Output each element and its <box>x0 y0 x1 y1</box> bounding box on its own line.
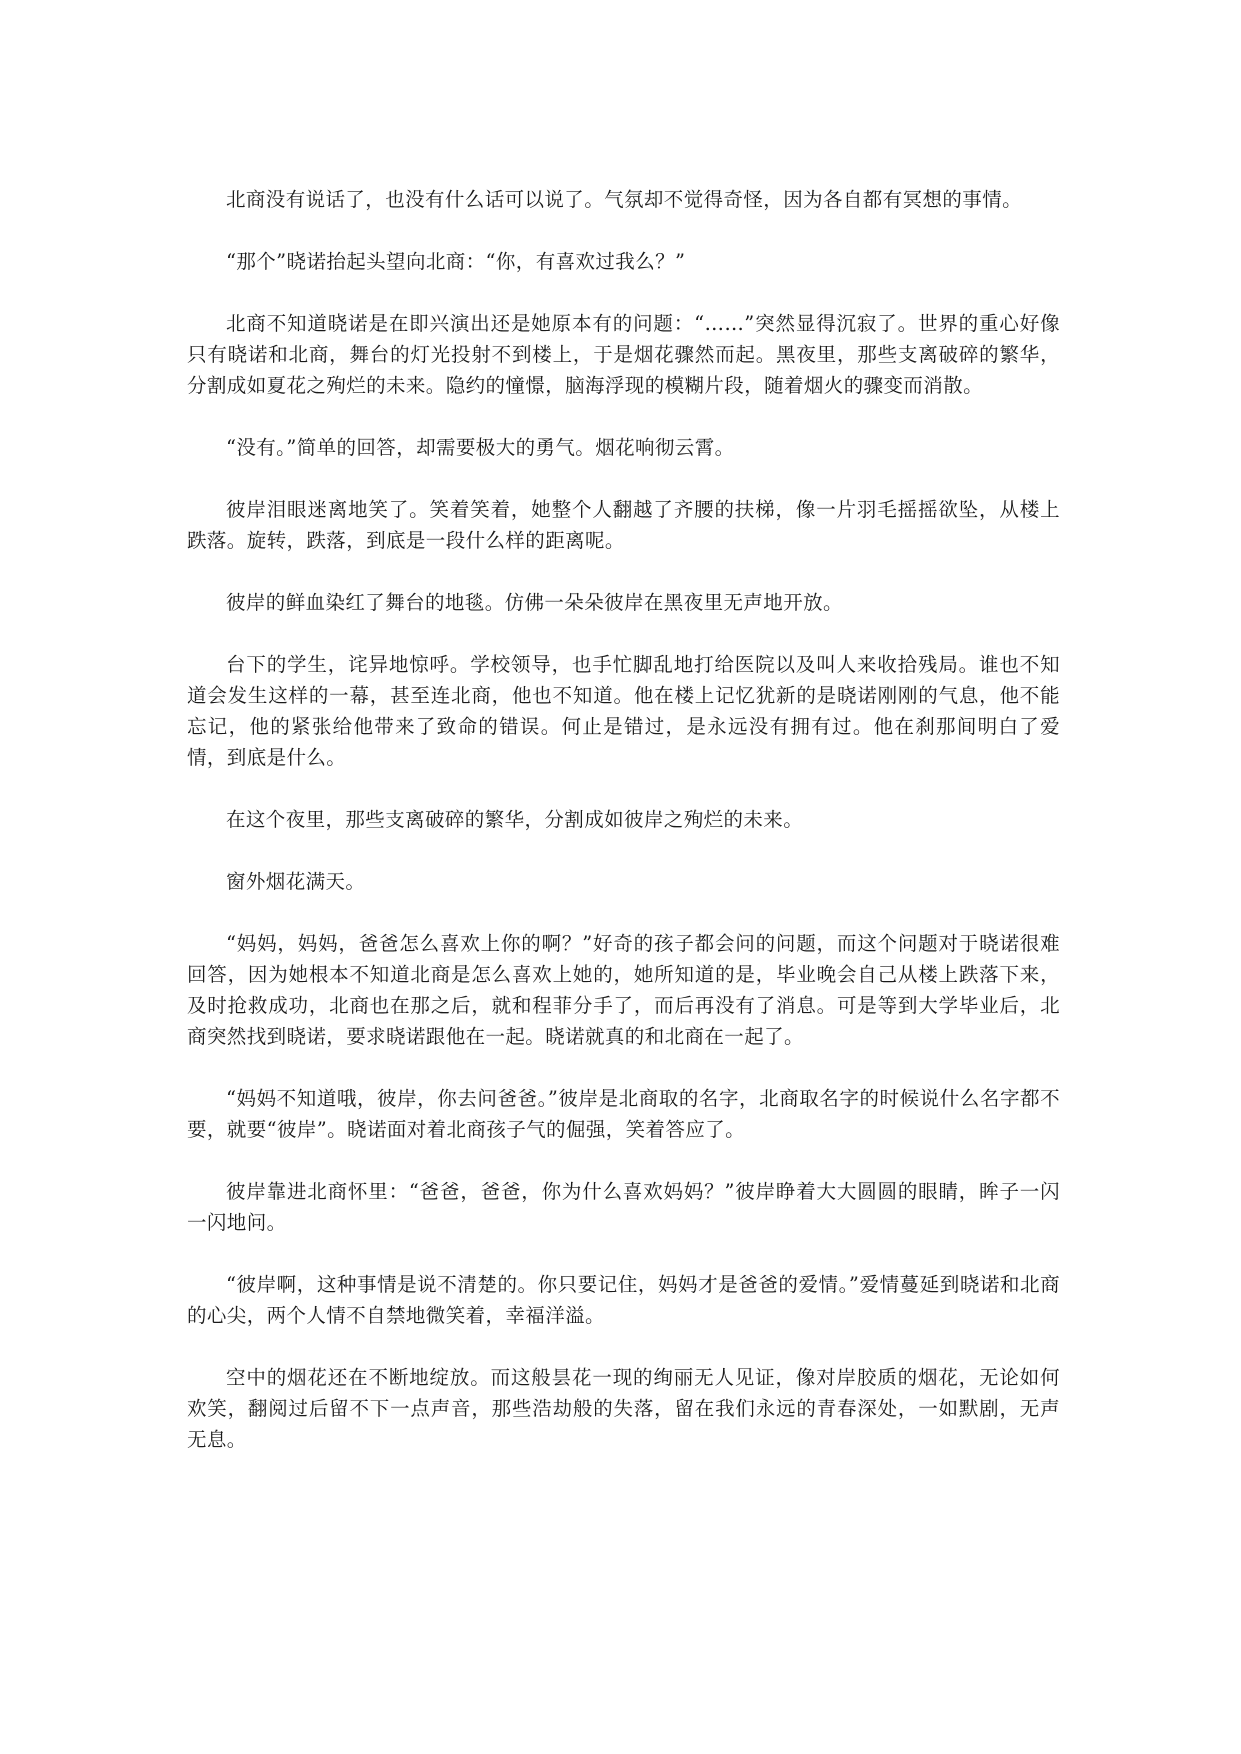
paragraph-8: 在这个夜里，那些支离破碎的繁华，分割成如彼岸之殉烂的未来。 <box>226 808 804 831</box>
paragraph-1: 北商没有说话了，也没有什么话可以说了。气氛却不觉得奇怪，因为各自都有冥想的事情。 <box>226 188 1023 211</box>
paragraph-10: “妈妈，妈妈，爸爸怎么喜欢上你的啊？”好奇的孩子都会问的问题，而这个问题对于晓诺很难回答，因为她根本不知道北商是怎么喜欢上她的，她所知道的是，毕业晚会自己从楼上跌落下来，及时抢救成功，北商也在那之后，就和程菲分手了，而后再没有了消息。可是等到大学毕业后，北商突然找到晓诺，要求晓诺跟他在一起。晓诺就真的和北商在一起了。 <box>187 932 1060 1048</box>
paragraph-12: 彼岸靠进北商怀里：“爸爸，爸爸，你为什么喜欢妈妈？”彼岸睁着大大圆圆的眼睛，眸子一闪一闪地问。 <box>187 1180 1060 1234</box>
paragraph-6: 彼岸的鲜血染红了舞台的地毯。仿佛一朵朵彼岸在黑夜里无声地开放。 <box>226 591 843 614</box>
paragraph-11: “妈妈不知道哦，彼岸，你去问爸爸。”彼岸是北商取的名字，北商取名字的时候说什么名字都不要，就要“彼岸”。晓诺面对着北商孩子气的倔强，笑着答应了。 <box>187 1087 1060 1141</box>
story-text <box>187 184 1060 1486</box>
paragraph-7: 台下的学生，诧异地惊呼。学校领导，也手忙脚乱地打给医院以及叫人来收拾残局。谁也不知道会发生这样的一幕，甚至连北商，他也不知道。他在楼上记忆犹新的是晓诺刚刚的气息，他不能忘记，他的紧张给他带来了致命的错误。何止是错过，是永远没有拥有过。他在刹那间明白了爱情，到底是什么。 <box>187 653 1060 769</box>
paragraph-2: “那个”晓诺抬起头望向北商：“你，有喜欢过我么？” <box>226 250 686 273</box>
paragraph-9: 窗外烟花满天。 <box>226 870 366 893</box>
paragraph-3: 北商不知道晓诺是在即兴演出还是她原本有的问题：“……”突然显得沉寂了。世界的重心好像只有晓诺和北商，舞台的灯光投射不到楼上，于是烟花骤然而起。黑夜里，那些支离破碎的繁华，分割成如夏花之殉烂的未来。隐约的憧憬，脑海浮现的模糊片段，随着烟火的骤变而消散。 <box>187 312 1060 397</box>
paragraph-14: 空中的烟花还在不断地绽放。而这般昙花一现的绚丽无人见证，像对岸胶质的烟花，无论如何欢笑，翻阅过后留不下一点声音，那些浩劫般的失落，留在我们永远的青春深处，一如默剧，无声无息。 <box>187 1366 1060 1451</box>
paragraph-5: 彼岸泪眼迷离地笑了。笑着笑着，她整个人翻越了齐腰的扶梯，像一片羽毛摇摇欲坠，从楼上跌落。旋转，跌落，到底是一段什么样的距离呢。 <box>187 498 1060 552</box>
paragraph-4: “没有。”简单的回答，却需要极大的勇气。烟花响彻云霄。 <box>226 436 735 459</box>
paragraph-13: “彼岸啊，这种事情是说不清楚的。你只要记住，妈妈才是爸爸的爱情。”爱情蔓延到晓诺和北商的心尖，两个人情不自禁地微笑着，幸福洋溢。 <box>187 1273 1060 1327</box>
